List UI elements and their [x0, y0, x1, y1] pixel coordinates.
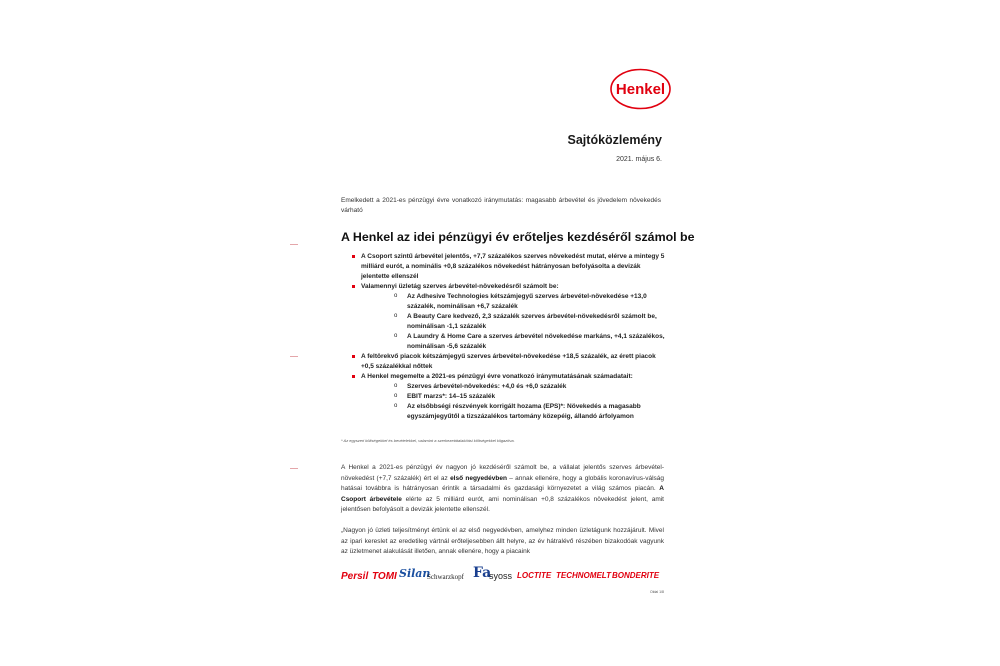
sub-item: o A Laundry & Home Care a szerves árbevétel növekedése markáns, +4,1 százalékos, nominálisan -5,6 százalék [361, 332, 665, 352]
brand-logo: LOCTITE [517, 571, 552, 580]
sub-item: o EBIT marzs*: 14–15 százalék [361, 392, 665, 402]
article-title: A Henkel az idei pénzügyi év erőteljes kezdéséről számol be [341, 230, 695, 244]
highlight-item [345, 252, 665, 282]
press-release-heading: Sajtóközlemény [567, 133, 662, 147]
highlight-item [345, 352, 665, 372]
highlight-item [345, 282, 665, 352]
paragraph-text: – annak ellenére, hogy a globális koronavírus-válság hatásai továbbra is hátrányosan érintik a társadalmi és gazdasági környezetet a világ számos piacán. [341, 474, 664, 492]
sub-item: o Szerves árbevétel-növekedés: +4,0 és +6,0 százalék [361, 382, 665, 392]
brand-logo: TECHNOMELT [556, 571, 611, 580]
page-number: Oldal 1/8 [649, 590, 664, 594]
henkel-logo [610, 68, 671, 110]
paragraph-emphasis: első negyedévben [450, 474, 507, 482]
brand-logo: Persil [341, 571, 369, 582]
brand-logo: TOMI [372, 571, 397, 582]
highlight-item [345, 372, 665, 422]
brand-logo: Schwarzkopf [427, 573, 464, 581]
logo-text: Henkel [615, 81, 666, 98]
body-paragraph [341, 463, 664, 516]
sub-item: o Az Adhesive Technologies kétszámjegyű szerves árbevétel-növekedése +13,0 százalék, nominálisan +6,7 százalék [361, 292, 665, 312]
sub-item: o Az elsőbbségi részvények korrigált hozama (EPS)*: Növekedés a magasabb egyszámjegyűtől a tizszázalékos tartomány közepéig, állandó árfolyamon [361, 402, 665, 422]
highlight-text: A Csoport szintű árbevétel jelentős, +7,7 százalékos szerves növekedést mutat, elérve a mintegy 5 milliárd eurót, a nominális +0,8 százalékos növekedést hátrányosan befolyásolta a devizák jelentette ellenszél [361, 253, 665, 280]
sub-item: o A Beauty Care kedvező, 2,3 százalék szerves árbevétel-növekedésről számolt be, nominálisan -1,1 százalék [361, 312, 665, 332]
highlight-text: Valamennyi üzletág szerves árbevétel-növekedésről számolt be: [361, 283, 559, 290]
release-date: 2021. május 6. [616, 156, 662, 163]
brand-logo: Fa [473, 565, 492, 581]
margin-mark [290, 356, 298, 357]
highlight-text: A feltörekvő piacok kétszámjegyű szerves árbevétel-növekedése +18,5 százalék, az érett piacok +0,5 százalékkal nőttek [361, 353, 656, 370]
brand-logo: Silan [399, 567, 431, 580]
highlights-list [345, 252, 665, 422]
intro-subtitle: Emelkedett a 2021-es pénzügyi évre vonatkozó iránymutatás: magasabb árbevétel és jövedelem növekedés várható [341, 197, 661, 214]
footnote: * Az egyszeri költségekkel és bevételekkel, valamint a szerkezetátalakítási költségekkel kiigazítva. [341, 438, 515, 443]
sub-list [361, 382, 665, 422]
sub-list [361, 292, 665, 352]
brand-logo: syoss [489, 571, 513, 581]
brand-logo: BONDERITE [612, 571, 660, 580]
paragraph-text: A Henkel a 2021-es pénzügyi év nagyon jó kezdéséről számolt be, a vállalat jelentős szerves árbevétel-növekedést (+7,7 százalék) ért el az [341, 464, 664, 482]
margin-mark [290, 468, 298, 469]
paragraph-text: elérte az 5 milliárd eurót, ami nominálisan +0,8 százalékos növekedést jelent, amit jelentősen befolyásolt a devizák jelentette ellenszél. [341, 495, 664, 513]
paragraph-emphasis: A Csoport árbevétele [341, 485, 664, 503]
quote-paragraph: „Nagyon jó üzleti teljesítményt értünk el az első negyedévben, amelyhez minden üzletágunk hozzájárult. Mivel az ipari kereslet az eredetileg vártnál erőteljesebben állt helyre, az év hátralévő részében bizakodóak vagyunk az üzletmenet alakulását illetően, annak ellenére, hogy a piacaink [341, 527, 664, 555]
margin-mark [290, 244, 298, 245]
brand-logos-strip [341, 564, 671, 590]
highlight-text: A Henkel megemelte a 2021-es pénzügyi évre vonatkozó iránymutatásának számadatait: [361, 373, 633, 380]
